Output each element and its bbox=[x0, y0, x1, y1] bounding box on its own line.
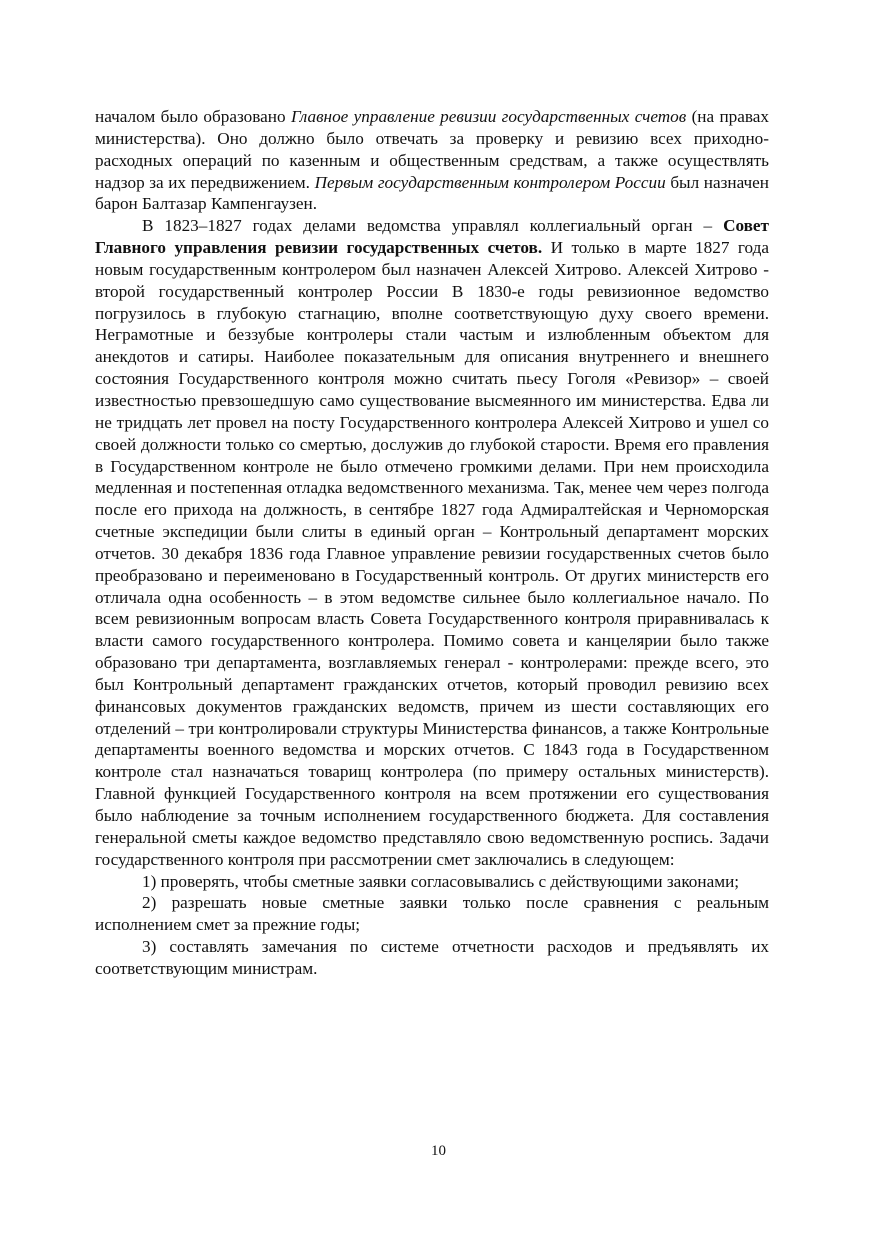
text-run: началом было образовано bbox=[95, 107, 291, 126]
bold-text-run: Совет Главного управления ревизии государственных счетов. bbox=[95, 216, 769, 258]
list-item-3 bbox=[95, 936, 769, 980]
list-item-2 bbox=[95, 892, 769, 936]
text-run: 2) разрешать новые сметные заявки только после сравнения с реальным исполнением смет за прежние годы; bbox=[95, 893, 769, 935]
italic-text-run: Первым государственным контролером России bbox=[314, 172, 666, 192]
text-run: 3) составлять замечания по системе отчетности расходов и предъявлять их соответствующим министрам. bbox=[95, 937, 769, 978]
text-run: В 1823–1827 годах делами ведомства управлял коллегиальный орган – bbox=[142, 216, 724, 236]
text-run: был назначен барон Балтазар Кампенгаузен. bbox=[95, 172, 769, 214]
text-run: (на правах министерства). Оно должно было отвечать за проверку и ревизию всех приходно-расходных операций по казенным и общественным средствам, а также осуществлять надзор за их передвижением. bbox=[95, 107, 769, 192]
page-number: 10 bbox=[431, 1143, 446, 1159]
text-run: 1) проверять, чтобы сметные заявки согласовывались с действующими законами; bbox=[142, 871, 740, 891]
italic-text-run: Главное управление ревизии государственных счетов bbox=[290, 107, 687, 126]
paragraph-intro bbox=[95, 106, 769, 215]
list-item-1 bbox=[95, 871, 769, 893]
paragraph-history bbox=[95, 215, 769, 870]
text-run: И только в марте 1827 года новым государственным контролером был назначен Алексей Хитрово. Алексей Хитрово - второй государственный контролер России В 1830-е годы ревизионное ведомство погрузилось в глубокую стагнацию, вполне соответствующую духу своего времени. Неграмотные и беззубые контролеры стали частым и излюбленным объектом для анекдотов и сатиры. Наиболее показательным для описания внутреннего и внешнего состояния Государственного контроля можно считать пьесу Гоголя «Ревизор» – своей известностью превзошедшую само существование высмеянного им министерства. Едва ли не тридцать лет провел на посту Государственного контролера Алексей Хитрово и ушел со своей должности только со смертью, дослужив до глубокой старости. Время его правления в Государственном контроле не было отмечено громкими делами. При нем происходила медленная и постепенная отладка ведомственного механизма. Так, менее чем через полгода после его прихода на должность, в сентябре 1827 года Адмиралтейская и Черноморская счетные экспедиции были слиты в единый орган – Контрольный департамент морских отчетов. 30 декабря 1836 года Главное управление ревизии государственных счетов было преобразовано и переименовано в Государственный контроль. От других министерств его отличала одна особенность – в этом ведомстве сильнее было коллегиальное начало. По всем ревизионным вопросам власть Совета Государственного контроля приравнивалась к власти самого государственного контролера. Помимо совета и канцелярии было также образовано три департамента, возглавляемых генерал - контролерами: прежде всего, это был Контрольный департамент гражданских отчетов, который проводил ревизию всех финансовых документов гражданских ведомств, причем из шести составляющих его отделений – три контролировали структуры Министерства финансов, а также Контрольные департаменты военного ведомства и морских отчетов. С 1843 года в Государственном контроле стал назначаться товарищ контролера (по примеру остальных министерств). Главной функцией Государственного контроля на всем протяжении его существования было наблюдение за точным исполнением государственного бюджета. Для составления генеральной сметы каждое ведомство представляло свою ведомственную роспись. Задачи государственного контроля при рассмотрении смет заключались в следующем: bbox=[95, 238, 769, 869]
body-text bbox=[95, 106, 769, 980]
